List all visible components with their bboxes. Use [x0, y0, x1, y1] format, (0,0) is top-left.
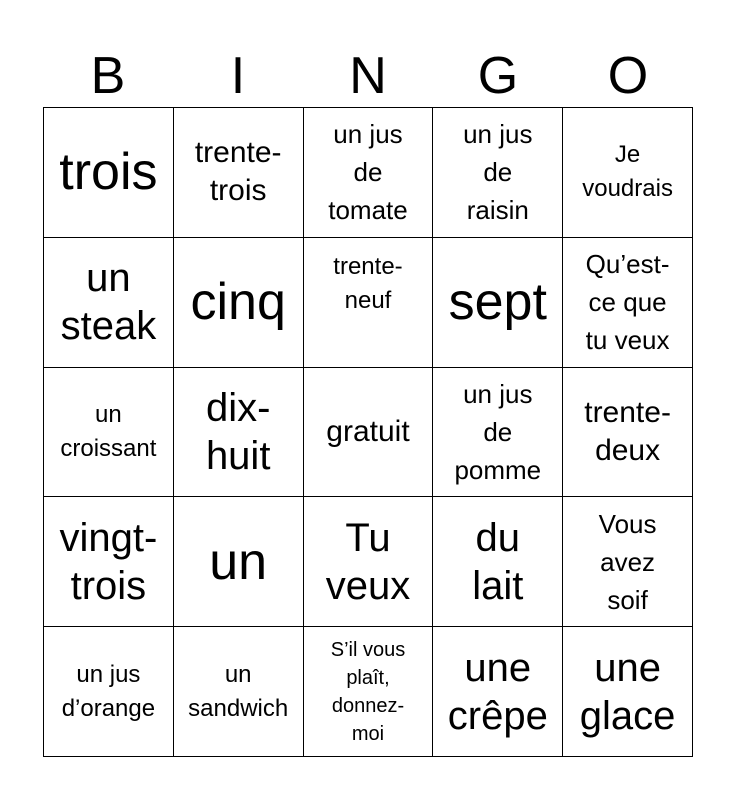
bingo-cell-r5c5[interactable] [563, 627, 693, 757]
cell-text: un [209, 532, 268, 591]
bingo-cell-r2c3[interactable] [304, 238, 434, 368]
cell-text: Je voudrais [582, 141, 673, 203]
cell-text: un jus de pomme [454, 378, 542, 485]
cell-text: S’il vous plaît, donnez- moi [330, 638, 406, 745]
bingo-cell-r1c2[interactable] [174, 108, 304, 238]
bingo-cell-r1c4[interactable] [433, 108, 563, 238]
bingo-cell-r3c1[interactable] [44, 368, 174, 498]
cell-text: Tu veux [325, 515, 411, 608]
bingo-cell-r3c4[interactable] [433, 368, 563, 498]
header-letter-b: B [90, 47, 126, 105]
bingo-cell-r4c3[interactable] [304, 497, 434, 627]
cell-text: une crêpe [447, 645, 548, 738]
cell-text: un steak [60, 256, 157, 349]
bingo-cell-r5c1[interactable] [44, 627, 174, 757]
cell-text: un jus de raisin [463, 119, 533, 226]
bingo-cell-r4c5[interactable] [563, 497, 693, 627]
bingo-cell-r2c1[interactable] [44, 238, 174, 368]
cell-text: trente- neuf [333, 252, 403, 314]
cell-text: cinq [190, 273, 286, 332]
header-letter-i: I [230, 47, 246, 105]
bingo-cell-r2c4[interactable] [433, 238, 563, 368]
cell-text: Qu’est- ce que tu veux [585, 249, 670, 356]
cell-text: trente- trois [194, 136, 282, 208]
bingo-cell-r1c5[interactable] [563, 108, 693, 238]
bingo-cell-r4c1[interactable] [44, 497, 174, 627]
bingo-header [43, 44, 693, 108]
cell-text: trente- deux [584, 395, 671, 467]
cell-text: un croissant [60, 400, 157, 462]
cell-text: une glace [579, 645, 676, 738]
bingo-cell-r4c4[interactable] [433, 497, 563, 627]
bingo-cell-r5c4[interactable] [433, 627, 563, 757]
bingo-cell-r2c5[interactable] [563, 238, 693, 368]
cell-text: un jus d’orange [61, 660, 156, 722]
cell-text: dix- huit [205, 385, 271, 478]
bingo-cell-r3c2[interactable] [174, 368, 304, 498]
header-letter-n: N [349, 47, 387, 105]
cell-text: du lait [472, 515, 524, 608]
cell-text: trois [59, 143, 158, 202]
bingo-cell-r4c2[interactable] [174, 497, 304, 627]
cell-text: un jus de tomate [328, 119, 408, 226]
cell-text: gratuit [326, 414, 410, 448]
bingo-cell-r3c5[interactable] [563, 368, 693, 498]
bingo-cell-r1c1[interactable] [44, 108, 174, 238]
bingo-cell-r5c3[interactable] [304, 627, 434, 757]
bingo-cell-r5c2[interactable] [174, 627, 304, 757]
cell-text: un sandwich [188, 660, 289, 722]
bingo-cell-r3c3[interactable] [304, 368, 434, 498]
cell-text: Vous avez soif [598, 508, 657, 615]
header-letter-g: G [477, 47, 519, 105]
bingo-grid [43, 107, 693, 757]
cell-text: vingt- trois [59, 515, 158, 608]
bingo-cell-r2c2[interactable] [174, 238, 304, 368]
cell-text: sept [448, 273, 547, 332]
bingo-cell-r1c3[interactable] [304, 108, 434, 238]
header-letter-o: O [607, 47, 649, 105]
